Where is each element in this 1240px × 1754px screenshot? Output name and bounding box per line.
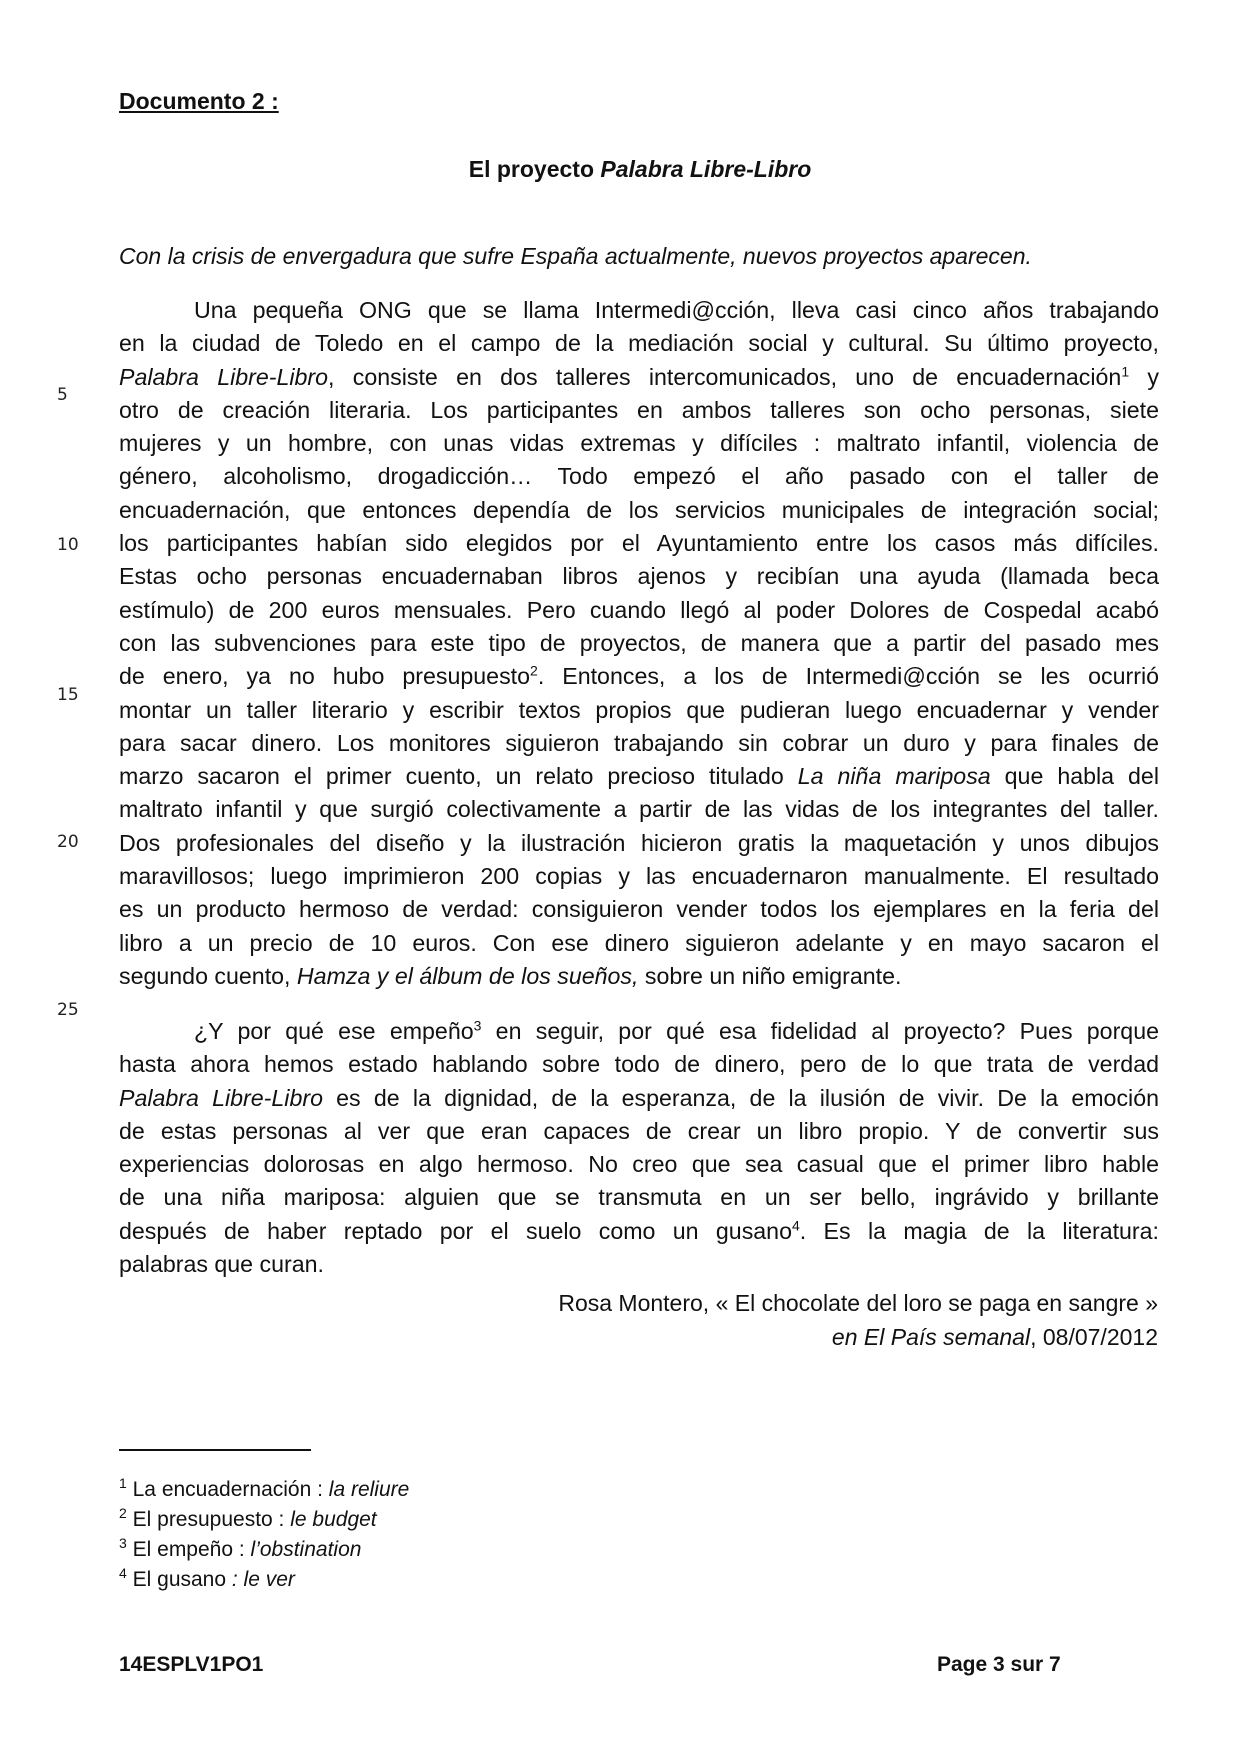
text-run: marzo sacaron el primer cuento, un relato precioso titulado: [119, 763, 798, 790]
footnote-term: El gusano: [126, 1568, 232, 1591]
text-line: [119, 1048, 1159, 1081]
footnote-ref: 3: [473, 1017, 482, 1034]
text-line: [119, 1082, 1159, 1115]
text-line: [119, 1148, 1159, 1181]
footnote-translation: : le ver: [231, 1568, 295, 1591]
footnote-term: El presupuesto :: [126, 1508, 291, 1531]
text-run: estímulo) de 200 euros mensuales. Pero cuando llegó al poder Dolores de Cospedal acabó: [119, 596, 1159, 623]
footnote-item: [119, 1565, 409, 1595]
text-line: [119, 527, 1159, 560]
text-line: [119, 1115, 1159, 1148]
line-number-25: 25: [57, 1000, 79, 1020]
text-run: Dos profesionales del diseño y la ilustración hicieron gratis la maquetación y unos dibujos: [119, 829, 1159, 856]
paragraph-1: [119, 294, 1159, 993]
text-run: es de la dignidad, de la esperanza, de la ilusión de vivir. De la emoción: [322, 1084, 1159, 1111]
text-run: de una niña mariposa: alguien que se transmuta en un ser bello, ingrávido y brillante: [119, 1184, 1159, 1211]
text-line: [119, 394, 1159, 427]
document-heading: Documento 2 :: [119, 88, 279, 114]
line-number-20: 20: [57, 832, 79, 852]
text-line: [119, 627, 1159, 660]
text-run: encuadernación, que entonces dependía de los servicios municipales de integración social;: [119, 496, 1159, 523]
line-number-15: 15: [57, 685, 79, 705]
text-line: [119, 294, 1159, 327]
text-line: [119, 860, 1159, 893]
footnote-item: [119, 1505, 409, 1535]
text-run: es un producto hermoso de verdad: consiguieron vender todos los ejemplares en la feria del: [119, 896, 1159, 923]
footnote-translation: le budget: [290, 1508, 377, 1531]
text-run: maravillosos; luego imprimieron 200 copias y las encuadernaron manualmente. El resultado: [119, 863, 1159, 890]
text-run: los participantes habían sido elegidos por el Ayuntamiento entre los casos más difíciles.: [119, 530, 1159, 557]
text-line: [119, 1181, 1159, 1214]
footnote-ref: 2: [530, 662, 538, 679]
text-line: [119, 727, 1159, 760]
footnote-ref: 1: [1121, 362, 1130, 379]
source-date: , 08/07/2012: [1030, 1324, 1158, 1350]
text-run: Estas ocho personas encuadernaban libros ajenos y recibían una ayuda (llamada beca: [119, 563, 1159, 590]
source-author-title: Rosa Montero, « El chocolate del loro se paga en sangre »: [558, 1290, 1158, 1316]
text-run: experiencias dolorosas en algo hermoso. No creo que sea casual que el primer libro hable: [119, 1151, 1159, 1178]
line-number-5: 5: [57, 385, 68, 405]
title-italic: Palabra Libre-Libro: [600, 156, 812, 182]
text-run: género, alcoholismo, drogadicción… Todo empezó el año pasado con el taller de: [119, 463, 1159, 490]
text-line: [119, 494, 1159, 527]
footnote-divider: [119, 1449, 311, 1451]
text-run: con las subvenciones para este tipo de proyectos, de manera que a partir del pasado mes: [119, 629, 1159, 656]
footnote-term: La encuadernación :: [126, 1478, 329, 1501]
article-title: [0, 156, 1240, 183]
footnote-translation: la reliure: [328, 1478, 410, 1501]
italic-text: La niña mariposa: [797, 763, 991, 790]
footnote-number: 1: [119, 1475, 127, 1491]
footnote-term: El empeño :: [126, 1538, 251, 1561]
text-line: [119, 793, 1159, 826]
text-run: palabras que curan.: [119, 1251, 324, 1278]
text-run: mujeres y un hombre, con unas vidas extremas y difíciles : maltrato infantil, violencia de: [119, 430, 1159, 457]
text-run: y: [1129, 363, 1159, 390]
text-run: . Es la magia de la literatura:: [799, 1217, 1159, 1244]
text-line: [119, 1248, 1159, 1281]
text-run: después de haber reptado por el suelo como un gusano: [119, 1217, 792, 1244]
text-line: [119, 427, 1159, 460]
text-run: hasta ahora hemos estado hablando sobre todo de dinero, pero de lo que trata de verdad: [119, 1051, 1159, 1078]
text-run: ¿Y por qué ese empeño: [194, 1018, 474, 1044]
text-line: [119, 1215, 1159, 1248]
text-line: [119, 361, 1159, 394]
italic-text: Palabra Libre-Libro: [119, 363, 329, 390]
text-run: , consiste en dos talleres intercomunicados, uno de encuadernación: [328, 363, 1122, 390]
text-line: [119, 960, 1159, 993]
italic-text: Palabra Libre-Libro: [119, 1084, 323, 1111]
title-plain: El proyecto: [468, 156, 594, 182]
footnote-item: [119, 1535, 409, 1565]
text-line: [119, 694, 1159, 727]
footnotes: [119, 1475, 409, 1595]
text-run: maltrato infantil y que surgió colectivamente a partir de las vidas de los integrantes del taller.: [119, 796, 1159, 823]
footnote-ref: 4: [791, 1217, 800, 1234]
text-line: [119, 660, 1159, 693]
text-run: de estas personas al ver que eran capaces de crear un libro propio. Y de convertir sus: [119, 1117, 1159, 1144]
line-number-10: 10: [57, 535, 79, 555]
footnote-number: 3: [119, 1535, 127, 1551]
text-line: [119, 560, 1159, 593]
text-run: libro a un precio de 10 euros. Con ese dinero siguieron adelante y en mayo sacaron el: [119, 929, 1159, 956]
footer-code: 14ESPLV1PO1: [119, 1653, 264, 1676]
source-citation: [558, 1286, 1158, 1354]
text-run: otro de creación literaria. Los participantes en ambos talleres son ocho personas, siete: [119, 396, 1159, 423]
text-line: [119, 594, 1159, 627]
text-run: que habla del: [990, 763, 1159, 790]
text-run: de enero, ya no hubo presupuesto: [119, 663, 531, 690]
paragraph-2: [119, 1015, 1159, 1281]
footnote-translation: l’obstination: [250, 1538, 362, 1561]
italic-text: Hamza y el álbum de los sueños,: [296, 962, 639, 989]
text-line: [119, 927, 1159, 960]
text-line: [119, 893, 1159, 926]
text-line: [119, 827, 1159, 860]
text-run: montar un taller literario y escribir textos propios que pudieran luego encuadernar y vender: [119, 696, 1159, 723]
text-line: [119, 1015, 1159, 1048]
text-run: Una pequeña ONG que se llama Intermedi@cción, lleva casi cinco años trabajando: [194, 297, 1159, 323]
text-run: en la ciudad de Toledo en el campo de la mediación social y cultural. Su último proyecto,: [119, 330, 1159, 357]
text-line: [119, 760, 1159, 793]
source-publication-name: en El País semanal: [831, 1324, 1031, 1350]
footnote-number: 2: [119, 1505, 127, 1521]
intro-sentence: Con la crisis de envergadura que sufre España actualmente, nuevos proyectos aparecen.: [119, 243, 1032, 269]
text-run: en seguir, por qué esa fidelidad al proyecto? Pues porque: [481, 1018, 1159, 1044]
text-run: segundo cuento,: [119, 962, 297, 989]
source-publication: [558, 1320, 1158, 1354]
text-run: . Entonces, a los de Intermedi@cción se les ocurrió: [537, 663, 1159, 690]
footer-page-number: Page 3 sur 7: [937, 1653, 1061, 1676]
text-run: sobre un niño emigrante.: [638, 962, 902, 989]
footnote-number: 4: [119, 1565, 127, 1581]
text-line: [119, 460, 1159, 493]
footnote-item: [119, 1475, 409, 1505]
text-run: para sacar dinero. Los monitores siguieron trabajando sin cobrar un duro y para finales de: [119, 729, 1159, 756]
text-line: [119, 327, 1159, 360]
